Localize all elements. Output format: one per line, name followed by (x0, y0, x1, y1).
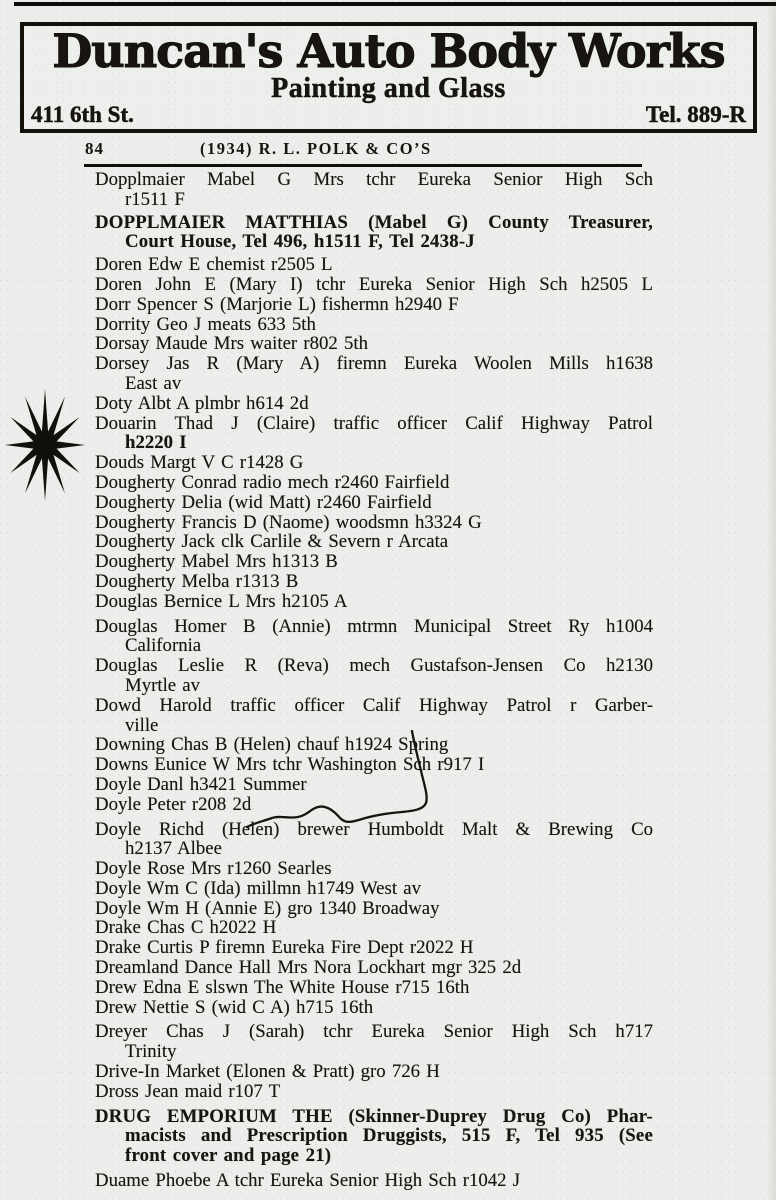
directory-line: Doty Albt A plmbr h614 2d (95, 392, 309, 414)
directory-entry (95, 1171, 653, 1191)
directory-line: Doyle Danl h3421 Summer (95, 773, 307, 795)
directory-line: Dougherty Mabel Mrs h1313 B (95, 551, 338, 573)
ad-phone: Tel. 889-R (645, 102, 746, 127)
running-title: (1934) R. L. POLK & CO’S (200, 139, 432, 158)
directory-line: r1511 F (125, 188, 185, 210)
directory-line: Doren Edw E chemist r2505 L (95, 254, 333, 276)
directory-entry (95, 617, 653, 657)
directory-entry (95, 453, 653, 473)
directory-line: Dopplmaier Mabel G Mrs tchr Eureka Senior High Sch (95, 169, 653, 190)
directory-entry (95, 859, 653, 879)
header-rule (84, 164, 642, 167)
directory-entry (95, 1082, 653, 1102)
directory-entry (95, 414, 653, 454)
directory-line: DOPPLMAIER MATTHIAS (Mabel G) County Treasurer, (95, 211, 653, 233)
directory-entries (95, 170, 653, 1191)
directory-line: Dorrity Geo J meats 633 5th (95, 313, 316, 335)
directory-line: Duame Phoebe A tchr Eureka Senior High Sch r1042 J (95, 1170, 521, 1192)
directory-line: Dougherty Jack clk Carlile & Severn r Arcata (95, 531, 449, 553)
directory-line: Dougherty Delia (wid Matt) r2460 Fairfield (95, 491, 432, 513)
directory-line: macists and Prescription Druggists, 515 F, Tel 935 (See (125, 1125, 653, 1147)
directory-entry (95, 795, 653, 815)
directory-entry (95, 394, 653, 414)
hand-drawn-star-icon (3, 388, 88, 506)
directory-line: Dougherty Conrad radio mech r2460 Fairfield (95, 471, 450, 493)
directory-entry (95, 998, 653, 1018)
directory-entry (95, 255, 653, 275)
ad-services: Painting and Glass (271, 73, 506, 104)
directory-line: h2137 Albee (125, 838, 222, 860)
directory-entry (95, 735, 653, 755)
directory-entry (95, 755, 653, 775)
directory-entry (95, 473, 653, 493)
advertisement-banner (20, 22, 757, 133)
directory-line: Doyle Peter r208 2d (95, 793, 252, 815)
page-number: 84 (85, 139, 104, 158)
directory-line: Drew Nettie S (wid C A) h715 16th (95, 996, 374, 1018)
directory-entry (95, 295, 653, 315)
directory-line: Doren John E (Mary I) tchr Eureka Senior High Sch h2505 L (95, 273, 653, 295)
directory-line: Doyle Wm H (Annie E) gro 1340 Broadway (95, 897, 440, 919)
directory-line: Drake Curtis P firemn Eureka Fire Dept r2022 H (95, 937, 474, 959)
directory-entry (95, 1107, 653, 1166)
directory-entry (95, 513, 653, 533)
directory-line: Myrtle av (125, 674, 201, 696)
directory-entry (95, 1062, 653, 1082)
directory-entry (95, 899, 653, 919)
directory-entry (95, 552, 653, 572)
directory-line: Dougherty Francis D (Naome) woodsmn h3324 G (95, 511, 482, 533)
directory-entry (95, 170, 653, 210)
directory-line: Dorsay Maude Mrs waiter r802 5th (95, 333, 368, 355)
directory-entry (95, 958, 653, 978)
directory-line: Downing Chas B (Helen) chauf h1924 Spring (95, 734, 449, 756)
directory-line: Dross Jean maid r107 T (95, 1080, 281, 1102)
directory-line: Drive-In Market (Elonen & Pratt) gro 726 H (95, 1061, 440, 1083)
directory-entry (95, 354, 653, 394)
directory-entry (95, 275, 653, 295)
directory-line: Douglas Homer B (Annie) mtrmn Municipal Street Ry h1004 (95, 615, 653, 637)
directory-line: Doyle Richd (Helen) brewer Humboldt Malt & Brewing Co (95, 818, 653, 840)
directory-entry (95, 572, 653, 592)
directory-entry (95, 879, 653, 899)
directory-line: Court House, Tel 496, h1511 F, Tel 2438-J (125, 231, 475, 253)
directory-line: front cover and page 21) (125, 1145, 332, 1167)
page-top-edge (14, 2, 776, 6)
directory-line: Drew Edna E slswn The White House r715 16th (95, 976, 470, 998)
directory-line: Douglas Leslie R (Reva) mech Gustafson-Jensen Co h2130 (95, 655, 653, 677)
directory-entry (95, 532, 653, 552)
directory-line: Dreyer Chas J (Sarah) tchr Eureka Senior High Sch h717 (95, 1021, 653, 1043)
directory-line: Dorr Spencer S (Marjorie L) fishermn h2940 F (95, 293, 459, 315)
directory-entry (95, 775, 653, 795)
directory-line: ville (125, 714, 159, 736)
directory-line: h2220 I (125, 432, 187, 454)
directory-entry (95, 656, 653, 696)
directory-line: Douds Margt V C r1428 G (95, 452, 304, 474)
directory-line: Doyle Wm C (Ida) millmn h1749 West av (95, 877, 421, 899)
directory-line: Dorsey Jas R (Mary A) firemn Eureka Woolen Mills h1638 (95, 353, 653, 375)
directory-entry (95, 592, 653, 612)
directory-line: Douglas Bernice L Mrs h2105 A (95, 590, 348, 612)
directory-entry (95, 978, 653, 998)
directory-entry (95, 696, 653, 736)
directory-line: DRUG EMPORIUM THE (Skinner-Duprey Drug Co) Phar- (95, 1105, 653, 1127)
directory-entry (95, 1022, 653, 1062)
ad-business-name: Duncan's Auto Body Works (52, 24, 725, 78)
directory-line: Trinity (125, 1041, 177, 1063)
scan-edge-shadow (766, 0, 776, 1200)
ad-address: 411 6th St. (31, 102, 134, 127)
directory-line: Dowd Harold traffic officer Calif Highway Patrol r Garber- (95, 694, 653, 716)
directory-entry (95, 918, 653, 938)
directory-entry (95, 820, 653, 860)
directory-entry (95, 334, 653, 354)
directory-entry (95, 493, 653, 513)
directory-line: Dougherty Melba r1313 B (95, 570, 299, 592)
directory-line: Doyle Rose Mrs r1260 Searles (95, 858, 332, 880)
directory-line: Downs Eunice W Mrs tchr Washington Sch r917 I (95, 754, 485, 776)
directory-entry (95, 315, 653, 335)
directory-line: Douarin Thad J (Claire) traffic officer Calif Highway Patrol (95, 412, 653, 434)
directory-line: Drake Chas C h2022 H (95, 917, 277, 939)
directory-entry (95, 938, 653, 958)
directory-line: East av (125, 372, 182, 394)
directory-entry (95, 213, 653, 253)
directory-line: Dreamland Dance Hall Mrs Nora Lockhart mgr 325 2d (95, 957, 522, 979)
directory-line: California (125, 635, 202, 657)
